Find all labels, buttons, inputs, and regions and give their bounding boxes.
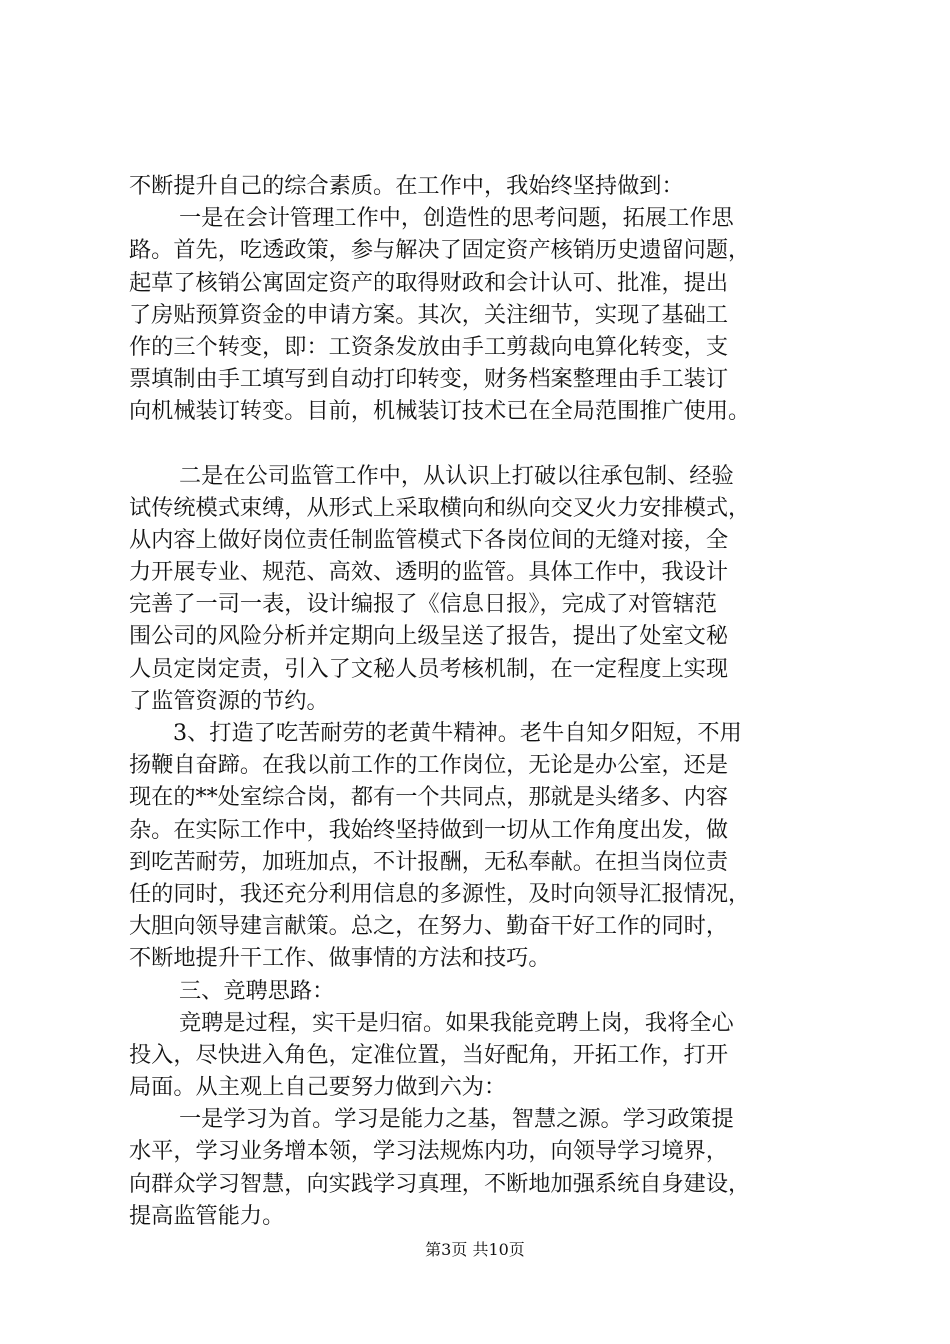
paragraph-gap bbox=[129, 428, 829, 460]
text-line: 局面。从主观上自己要努力做到六为： bbox=[129, 1074, 507, 1101]
text-line: 任的同时，我还充分利用信息的多源性，及时向领导汇报情况， bbox=[129, 880, 751, 907]
text-line: 试传统模式束缚，从形式上采取横向和纵向交叉火力安排模式， bbox=[129, 494, 751, 521]
text-line: 起草了核销公寓固定资产的取得财政和会计认可、批准，提出 bbox=[129, 269, 729, 296]
text-line: 了监管资源的节约。 bbox=[129, 687, 329, 714]
text-line: 作的三个转变，即：工资条发放由手工剪裁向电算化转变，支 bbox=[129, 333, 729, 360]
text-line: 3、打造了吃苦耐劳的老黄牛精神。老牛自知夕阳短，不用 bbox=[173, 720, 742, 746]
text-line: 力开展专业、规范、高效、透明的监管。具体工作中，我设计 bbox=[129, 559, 729, 586]
text-line: 票填制由手工填写到自动打印转变，财务档案整理由手工装订 bbox=[129, 366, 729, 393]
text-line: 不断提升自己的综合素质。在工作中，我始终坚持做到： bbox=[129, 173, 684, 199]
text-line: 不断地提升干工作、做事情的方法和技巧。 bbox=[129, 945, 551, 972]
text-line: 杂。在实际工作中，我始终坚持做到一切从工作角度出发，做 bbox=[129, 816, 729, 843]
text-line: 水平，学习业务增本领，学习法规炼内功，向领导学习境界， bbox=[129, 1138, 729, 1165]
document-body bbox=[129, 170, 829, 1232]
text-line: 从内容上做好岗位责任制监管模式下各岗位间的无缝对接，全 bbox=[129, 526, 729, 553]
text-line: 向机械装订转变。目前，机械装订技术已在全局范围推广使用。 bbox=[129, 398, 751, 425]
text-line: 二是在公司监管工作中，从认识上打破以往承包制、经验 bbox=[179, 462, 734, 489]
text-line: 现在的**处室综合岗，都有一个共同点，那就是头绪多、内容 bbox=[129, 784, 729, 811]
text-line: 路。首先，吃透政策，参与解决了固定资产核销历史遗留问题， bbox=[129, 237, 751, 264]
text-line: 一是在会计管理工作中，创造性的思考问题，拓展工作思 bbox=[179, 205, 734, 232]
text-line: 人员定岗定责，引入了文秘人员考核机制，在一定程度上实现 bbox=[129, 655, 729, 682]
text-line: 竞聘是过程，实干是归宿。如果我能竞聘上岗，我将全心 bbox=[179, 1009, 734, 1036]
page-footer: 第3页 共10页 bbox=[425, 1240, 525, 1259]
text-line: 围公司的风险分析并定期向上级呈送了报告，提出了处室文秘 bbox=[129, 623, 729, 650]
text-line: 大胆向领导建言献策。总之，在努力、勤奋干好工作的同时， bbox=[129, 913, 729, 940]
text-line: 投入，尽快进入角色，定准位置，当好配角，开拓工作，打开 bbox=[129, 1041, 729, 1068]
text-line: 一是学习为首。学习是能力之基，智慧之源。学习政策提 bbox=[179, 1106, 734, 1133]
text-line: 向群众学习智慧，向实践学习真理，不断地加强系统自身建设， bbox=[129, 1170, 751, 1197]
text-line: 到吃苦耐劳，加班加点，不计报酬，无私奉献。在担当岗位责 bbox=[129, 848, 729, 875]
text-lines bbox=[129, 170, 829, 1232]
text-line: 提高监管能力。 bbox=[129, 1202, 285, 1229]
text-line: 三、竞聘思路： bbox=[179, 977, 335, 1004]
text-line: 了房贴预算资金的申请方案。其次，关注细节，实现了基础工 bbox=[129, 301, 729, 328]
text-line: 完善了一司一表，设计编报了《信息日报》，完成了对管辖范 bbox=[129, 591, 717, 618]
text-line: 扬鞭自奋蹄。在我以前工作的工作岗位，无论是办公室，还是 bbox=[129, 752, 729, 779]
